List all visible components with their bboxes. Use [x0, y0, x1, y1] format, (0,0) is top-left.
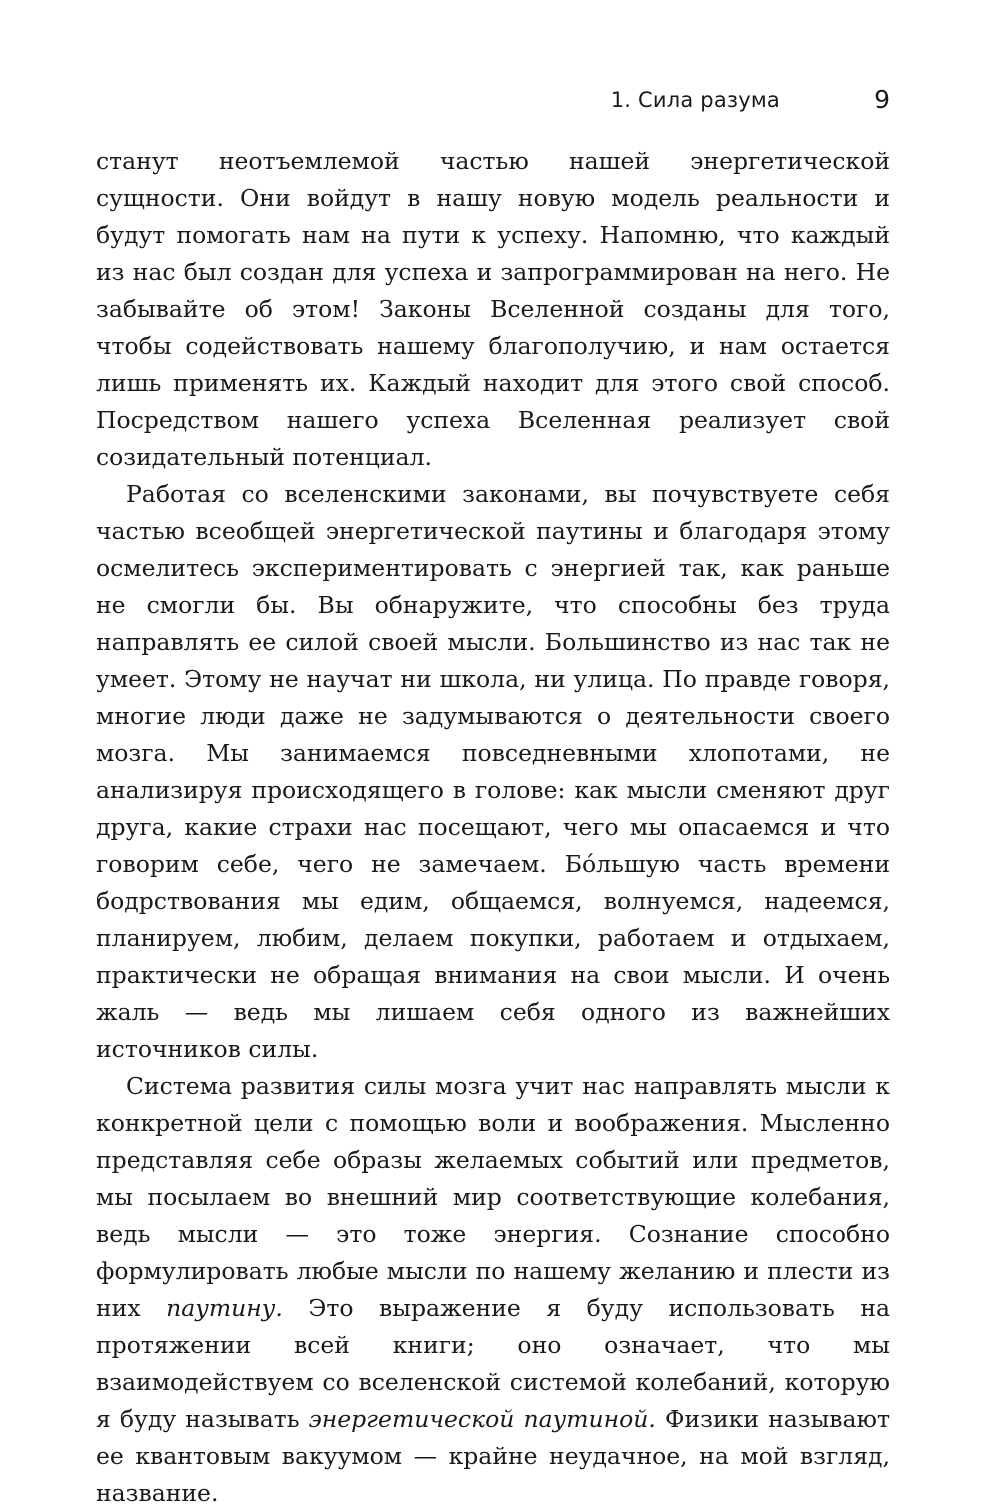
body-text	[96, 143, 890, 1512]
italic-term-web: паутину.	[166, 1294, 283, 1322]
paragraph-universal-laws	[96, 476, 890, 1068]
page-number: 9	[874, 85, 890, 114]
running-header	[96, 86, 890, 120]
paragraph-text: станут неотъемлемой частью нашей энергетической сущности. Они войдут в нашу новую модель реальности и будут помогать нам на пути к успеху. Напомню, что каждый из нас был создан для успеха и запрограммирован на него. Не забывайте об этом! Законы Вселенной созданы для того, чтобы содействовать нашему благополучию, и нам остается лишь применять их. Каждый находит для этого свой способ. Посредством нашего успеха Вселенная реализует свой созидательный потенциал.	[96, 147, 890, 471]
running-title: 1. Сила разума	[610, 88, 780, 112]
paragraph-text: Физики называют ее квантовым вакуумом — крайне неудачное, на мой взгляд, название.	[96, 1405, 890, 1507]
italic-term-energy-web: энергетической паутиной.	[308, 1405, 656, 1433]
paragraph-text: Это выражение я буду использовать на протяжении всей книги; оно означает, что мы взаимодействуем со вселенской системой колебаний, которую я буду называть	[96, 1294, 890, 1433]
paragraph-text: Работая со вселенскими законами, вы почувствуете себя частью всеобщей энергетической паутины и благодаря этому осмелитесь экспериментировать с энергией так, как раньше не смогли бы. Вы обнаружите, что способны без труда направлять ее силой своей мысли. Большинство из нас так не умеет. Этому не научат ни школа, ни улица. По правде говоря, многие люди даже не задумываются о деятельности своего мозга. Мы занимаемся повседневными хлопотами, не анализируя происходящего в голове: как мысли сменяют друг друга, какие страхи нас посещают, чего мы опасаемся и что говорим себе, чего не замечаем. Бóльшую часть времени бодрствования мы едим, общаемся, волнуемся, надеемся, планируем, любим, делаем покупки, работаем и отдыхаем, практически не обращая внимания на свои мысли. И очень жаль — ведь мы лишаем себя одного из важнейших источников силы.	[96, 480, 890, 1063]
paragraph-continuation	[96, 143, 890, 476]
paragraph-text: Система развития силы мозга учит нас направлять мысли к конкретной цели с помощью воли и воображения. Мысленно представляя себе образы желаемых событий или предметов, мы посылаем во внешний мир соответствующие колебания, ведь мысли — это тоже энергия. Сознание способно формулировать любые мысли по нашему желанию и плести из них	[96, 1072, 890, 1322]
paragraph-brain-power-system	[96, 1068, 890, 1512]
